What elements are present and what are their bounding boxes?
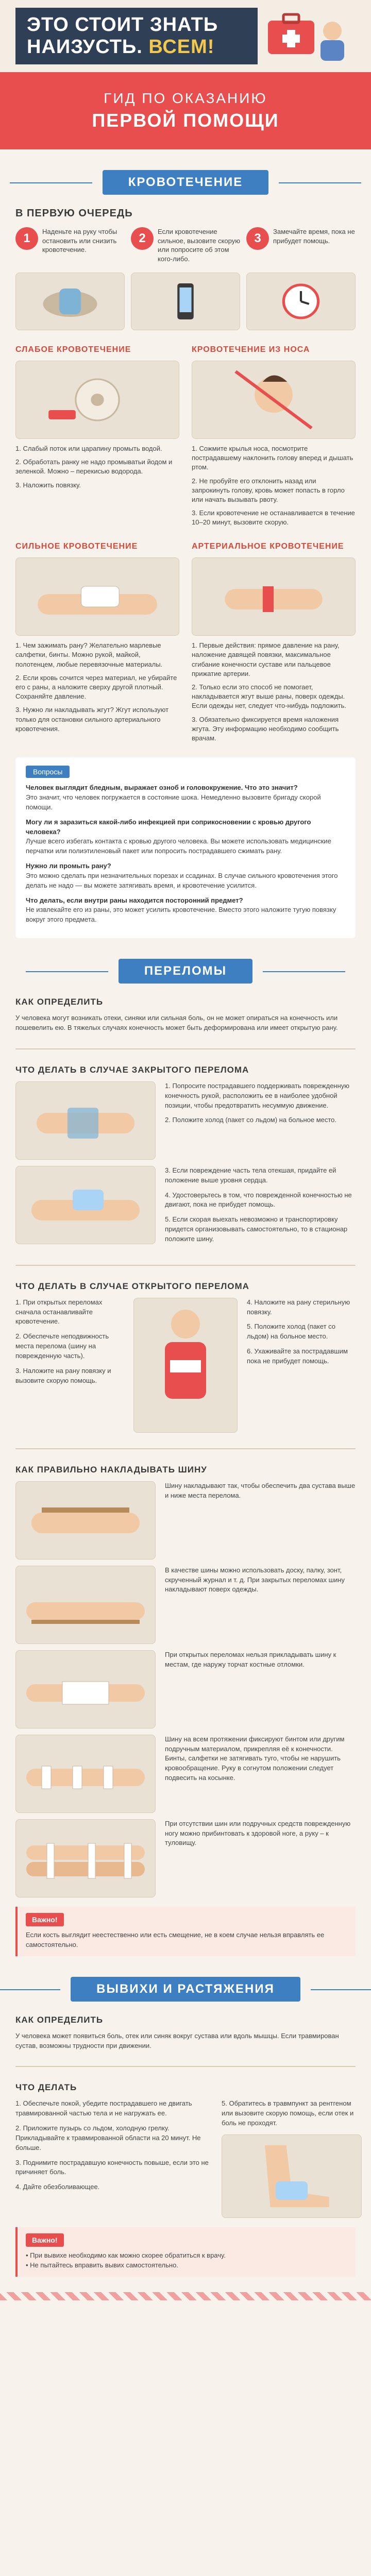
top-banner (0, 0, 371, 72)
weak-bleeding-block (15, 340, 179, 531)
banner-title-main: ЭТО СТОИТ ЗНАТЬ НАИЗУСТЬ. (27, 14, 218, 58)
arm-support-illustration (15, 1081, 156, 1160)
nose-bleeding-title: КРОВОТЕЧЕНИЕ ИЗ НОСА (192, 345, 310, 354)
closed-fracture-row (15, 1081, 356, 1160)
leg-to-leg-illustration (15, 1819, 156, 1897)
splint-step: При отсутствии шин или подручных средств поврежденную ногу можно прибинтовать к здоровой ноге, а руку – к туловищу. (165, 1819, 351, 1847)
arterial-step: 1. Первые действия: прямое давление на рану, наложение давящей повязки, максимальное сгибание конечности суставе или пальцевое прижатие артерии. (192, 641, 340, 677)
weak-bleeding-title: СЛАБОЕ КРОВОТЕЧЕНИЕ (15, 345, 131, 354)
hand-pressing-icon (16, 558, 179, 635)
nose-step: 3. Если кровотечение не останавливается в течение 10–20 минут, вызовите скорую. (192, 509, 355, 527)
warning-item: • Не пытайтесь вправить вывих самостоятельно. (26, 2261, 178, 2269)
sprain-warning (15, 2227, 356, 2277)
ice-pack-icon (16, 1166, 155, 1244)
arm-tourniquet-icon (192, 558, 355, 635)
nosebleed-illustration (192, 361, 356, 439)
step-text: Наденьте на руку чтобы остановить или снизить кровотечение. (42, 228, 117, 254)
person-head-icon (192, 361, 355, 438)
closed-step: 2. Положите холод (пакет со льдом) на больное место. (165, 1116, 337, 1124)
hero-header (0, 72, 371, 149)
sprain-step: 2. Приложите пузырь со льдом, холодную грелку. Прикладывайте к травмированной области на 20 минут. Не больше. (15, 2124, 201, 2151)
open-step: 2. Обеспечьте неподвижность места перелома (шину на поврежденную часть). (15, 1332, 109, 1360)
section-bleeding-title: КРОВОТЕЧЕНИЕ (103, 170, 269, 195)
splint-step: Шину накладывают так, чтобы обеспечить два сустава выше и ниже места перелома. (165, 1481, 356, 1499)
splint-icon (16, 1482, 155, 1559)
section-fractures-title: ПЕРЕЛОМЫ (119, 959, 252, 984)
question: Человек выглядит бледным, выражает озноб и головокружение. Что это значит? (26, 784, 298, 792)
wound-pressure-illustration (15, 557, 179, 636)
sprain-identify-title: КАК ОПРЕДЕЛИТЬ (15, 2014, 104, 2025)
answer: Это можно сделать при незначительных порезах и ссадинах. В случае сильного кровотечения этого делать не надо — вы можете затягивать время, и кровотечение усилится. (26, 871, 338, 889)
closed-step: 1. Попросите пострадавшего поддерживать поврежденную конечность рукой, расположить ее в наиболее удобной позиции, чтобы предотвратить несуммую движение. (165, 1081, 350, 1109)
step-number: 3 (246, 227, 269, 250)
open-fracture-steps-right (247, 1298, 356, 1371)
strong-step: 3. Нужно ли накладывать жгут? Жгут используют только для остановки сильного артериального кровотечения. (15, 706, 169, 733)
bleeding-questions (15, 757, 356, 938)
warning-text: Если кость выглядит неестественно или есть смещение, не в коем случае нельзя вправлять ее самостоятельно. (26, 1931, 325, 1948)
tourniquet-illustration (192, 557, 356, 636)
question: Могу ли я заразиться какой-либо инфекцией при соприкосновении с кровью другого человека? (26, 818, 311, 836)
step-number: 2 (131, 227, 154, 250)
warning-item-text: При вывихе необходимо как можно скорее обратиться к врачу. (30, 2251, 226, 2260)
weak-step: 3. Наложить повязку. (15, 481, 81, 489)
first-step (15, 227, 125, 263)
warning-tag: Важно! (26, 2233, 64, 2247)
section-sprains-title: ВЫВИХИ И РАСТЯЖЕНИЯ (71, 1977, 300, 2002)
arterial-step: 3. Обязательно фиксируется время наложения жгута. Эту информацию необходимо сообщить врачам. (192, 715, 339, 742)
bandaged-leg-icon (16, 1735, 155, 1812)
closed-step: 4. Удостоверьтесь в том, что поврежденной конечностью не двигают, пока не прибудет помощь. (165, 1191, 352, 1209)
open-step: 1. При открытых переломах сначала останавливайте кровотечение. (15, 1298, 103, 1326)
phone-call-illustration (131, 273, 240, 330)
open-step: 4. Наложите на рану стерильную повязку. (247, 1298, 350, 1316)
injured-person-illustration (133, 1298, 238, 1433)
closed-step: 5. Если скорая выехать невозможно и транспортировку придется организовывать самостоятельно, то в стационар положите шину. (165, 1215, 348, 1243)
sprain-row (15, 2099, 356, 2218)
first-steps (15, 227, 356, 263)
step-number: 1 (15, 227, 38, 250)
warning-item-text: Не пытайтесь вправить вывих самостоятельно. (30, 2261, 178, 2269)
first-steps-illustrations (15, 273, 356, 330)
sprain-right-column (222, 2099, 356, 2218)
open-fracture-splint-illustration (15, 1650, 156, 1728)
open-fracture-title: ЧТО ДЕЛАТЬ В СЛУЧАЕ ОТКРЫТОГО ПЕРЕЛОМА (15, 1281, 249, 1291)
nose-bleeding-block (192, 340, 356, 531)
open-step: 5. Положите холод (пакет со льдом) на больное место. (247, 1323, 336, 1341)
weak-step: 1. Слабый поток или царапину промыть водой. (15, 444, 162, 452)
legs-bound-icon (16, 1820, 155, 1897)
nose-step: 1. Сожмите крылья носа, посмотрите пострадавшему наклонить голову вперед и дышать ртом. (192, 444, 353, 471)
person-sling-icon (134, 1298, 237, 1432)
sprain-step: 5. Обратитесь в травмпункт за рентгеном или вызовите скорую помощь, если отек и боль не проходят. (222, 2099, 354, 2127)
leg-wrap-icon (16, 1651, 155, 1728)
sprain-step: 3. Поднимите пострадавшую конечность повыше, если это не причиняет боль. (15, 2158, 209, 2176)
sprain-steps-left (15, 2099, 212, 2197)
splint-title: КАК ПРАВИЛЬНО НАКЛАДЫВАТЬ ШИНУ (15, 1464, 207, 1475)
first-steps-title: В ПЕРВУЮ ОЧЕРЕДЬ (15, 208, 133, 219)
splint-step: При открытых переломах нельзя прикладывать шину к местам, где наружу торчат костные отломки. (165, 1650, 336, 1668)
ice-pack-illustration (15, 1166, 156, 1244)
arterial-bleeding-title: АРТЕРИАЛЬНОЕ КРОВОТЕЧЕНИЕ (192, 542, 344, 551)
sprain-step: 1. Обеспечьте покой, убедите пострадавшего не двигать травмированной частью тела и не нагружать ее. (15, 2099, 192, 2117)
splint-leg-illustration (15, 1566, 156, 1644)
ankle-icon (222, 2135, 361, 2217)
first-aid-kit-illustration (258, 5, 356, 67)
splint-row (15, 1481, 356, 1560)
open-step: 6. Ухаживайте за пострадавшим пока не прибудет помощь. (247, 1347, 348, 1365)
question: Что делать, если внутри раны находится посторонний предмет? (26, 896, 243, 904)
fracture-warning (15, 1907, 356, 1956)
splint-row (15, 1650, 356, 1728)
hand-glove-icon (16, 273, 124, 330)
gloves-illustration (15, 273, 125, 330)
warning-tag: Важно! (26, 1913, 64, 1926)
warning-item: • При вывихе необходимо как можно скорее обратиться к врачу. (26, 2251, 226, 2260)
qa-item (26, 896, 345, 925)
first-step (131, 227, 240, 263)
closed-fracture-title: ЧТО ДЕЛАТЬ В СЛУЧАЕ ЗАКРЫТОГО ПЕРЕЛОМА (15, 1064, 249, 1075)
arterial-step: 2. Только если это способ не помогает, накладывается жгут выше раны, поверх одежды. Если одежды нет, следует что-нибудь подложить. (192, 683, 346, 710)
divider (15, 1048, 356, 1049)
splint-row (15, 1819, 356, 1897)
first-aid-kit-icon (258, 5, 356, 67)
open-step: 3. Наложите на рану повязку и вызовите скорую помощь. (15, 1366, 111, 1384)
divider (15, 1265, 356, 1266)
leg-splint-icon (16, 1566, 155, 1643)
strong-bleeding-block (15, 536, 179, 747)
clock-illustration (246, 273, 356, 330)
bandage-roll-icon (16, 361, 179, 438)
open-fracture-steps-left (15, 1298, 124, 1391)
strong-and-arterial-bleeding (15, 536, 356, 747)
splint-arm-illustration (15, 1481, 156, 1560)
sprain-step: 4. Дайте обезболивающее. (15, 2183, 100, 2191)
closed-fracture-steps (165, 1166, 356, 1249)
splint-step: Шину на всем протяжении фиксируют бинтом или другим подручным материалом, прикрепляя её к конечности. Бинты, салфетки не затягивать туго, чтобы не нарушить кровообращение. Руку в согнутом положении следует подвесить на косынке. (165, 1735, 345, 1782)
question: Нужно ли промыть рану? (26, 862, 111, 870)
banner-title (15, 8, 258, 64)
answer: Не извлекайте его из раны, это может усилить кровотечение. Вместо этого наложите тугую повязку вокруг этого предмета. (26, 906, 336, 924)
nose-step: 2. Не пробуйте его отклонить назад или запрокинуть голову, кровь может попасть в горло или начать вызывать рвоту. (192, 477, 345, 503)
ankle-ice-illustration (222, 2134, 362, 2218)
qa-item (26, 783, 345, 812)
answer: Лучше всего избегать контакта с кровью другого человека. Вы можете использовать медицинские перчатки или полиэтиленовый пакет или попросить пострадавшего сжимать рану. (26, 837, 331, 855)
weak-and-nose-bleeding (15, 340, 356, 531)
banner-title-accent: ВСЕМ! (148, 36, 215, 58)
clock-icon (247, 273, 355, 330)
weak-step: 2. Обработать ранку не надо промыватьи йодом и зеленкой. Можно – перекисью водорода. (15, 458, 173, 476)
phone-icon (131, 273, 240, 330)
splint-step: В качестве шины можно использовать доску, палку, зонт, скрученный журнал и т. д. При закрытых переломах шину накладывают поверх одежды. (165, 1566, 345, 1594)
qa-item (26, 861, 345, 891)
arterial-bleeding-block (192, 536, 356, 747)
footer (0, 2300, 371, 2342)
closed-step: 3. Если повреждение часть тела отекшая, придайте ей положение выше уровня сердца. (165, 1166, 336, 1184)
splint-row (15, 1566, 356, 1644)
bandage-illustration (15, 361, 179, 439)
hero-subtitle: ГИД ПО ОКАЗАНИЮ (104, 90, 267, 106)
arm-sling-icon (16, 1082, 155, 1159)
fracture-identify-text: У человека могут возникать отеки, синяки или сильная боль, он не может опираться на конечность или пошевелить ею. В тяжелых случаях конечность может быть деформирована или имеет открытую рану. (15, 1014, 338, 1031)
qa-item (26, 818, 345, 856)
hero-title: ПЕРВОЙ ПОМОЩИ (92, 110, 279, 131)
step-text: Если кровотечение сильное, вызовите скорую или попросите об этом кого-либо. (158, 228, 240, 263)
open-fracture-row (15, 1298, 356, 1433)
step-text: Замечайте время, пока не прибудет помощь. (273, 228, 355, 245)
section-bleeding-header (0, 170, 371, 195)
sprain-todo-title: ЧТО ДЕЛАТЬ (15, 2082, 77, 2093)
questions-tag: Вопросы (26, 766, 70, 778)
strong-step: 2. Если кровь сочится через материал, не убирайте его с раны, а наложите сверху другой плотный. Сохраняйте давление. (15, 673, 177, 701)
bandaged-splint-illustration (15, 1735, 156, 1813)
closed-fracture-steps (165, 1081, 356, 1130)
closed-fracture-row (15, 1166, 356, 1249)
section-sprains-header (0, 1977, 371, 2002)
bottom-stripe (0, 2292, 371, 2300)
divider (15, 1448, 356, 1449)
answer: Это значит, что человек погружается в состояние шока. Немедленно вызовите бригаду скорой помощи. (26, 793, 321, 811)
section-fractures-header (0, 959, 371, 984)
first-step (246, 227, 356, 263)
splint-row (15, 1735, 356, 1813)
strong-step: 1. Чем зажимать рану? Желательно марлевые салфетки, бинты. Можно рукой, майкой, полотенцем, любые перевязочные материалы. (15, 641, 163, 668)
fracture-identify-title: КАК ОПРЕДЕЛИТЬ (15, 997, 104, 1007)
divider (15, 2066, 356, 2067)
sprain-identify-text: У человека может появиться боль, отек или синяк вокруг сустава или вдоль мышцы. Если травмирован сустав, возможны трудности при движении. (15, 2031, 339, 2049)
strong-bleeding-title: СИЛЬНОЕ КРОВОТЕЧЕНИЕ (15, 542, 138, 551)
